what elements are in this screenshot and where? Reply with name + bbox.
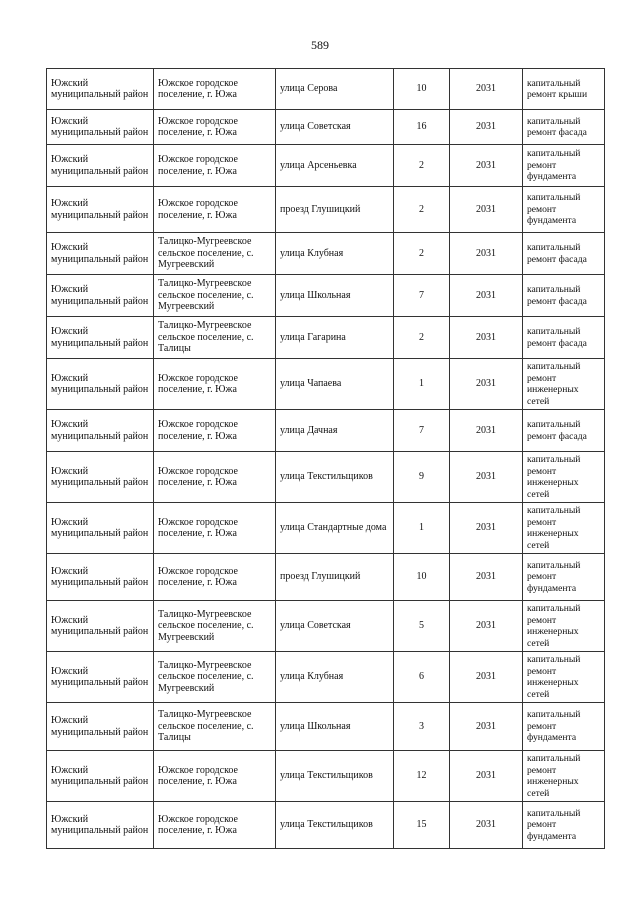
housing-repair-table xyxy=(46,68,605,849)
house-number-cell: 2 xyxy=(394,317,450,359)
table-row xyxy=(47,503,605,554)
year-cell: 2031 xyxy=(450,359,523,410)
year-cell: 2031 xyxy=(450,452,523,503)
table-row xyxy=(47,751,605,802)
year-cell: 2031 xyxy=(450,69,523,110)
year-cell: 2031 xyxy=(450,410,523,452)
street-cell: улица Школьная xyxy=(276,275,394,317)
house-number-cell: 15 xyxy=(394,802,450,849)
settlement-cell: Талицко-Мугреевское сельское поселение, с. Мугреевский xyxy=(154,652,276,703)
settlement-cell: Талицко-Мугреевское сельское поселение, с. Талицы xyxy=(154,317,276,359)
settlement-cell: Южское городское поселение, г. Южа xyxy=(154,751,276,802)
street-cell: улица Текстильщиков xyxy=(276,452,394,503)
settlement-cell: Южское городское поселение, г. Южа xyxy=(154,503,276,554)
street-cell: проезд Глушицкий xyxy=(276,554,394,601)
district-cell: Южский муниципальный район xyxy=(47,275,154,317)
street-cell: улица Советская xyxy=(276,601,394,652)
year-cell: 2031 xyxy=(450,751,523,802)
work-type-cell: капитальный ремонт фундамента xyxy=(523,703,605,751)
work-type-cell: капитальный ремонт инженерных сетей xyxy=(523,652,605,703)
house-number-cell: 5 xyxy=(394,601,450,652)
work-type-cell: капитальный ремонт фасада xyxy=(523,110,605,145)
house-number-cell: 9 xyxy=(394,452,450,503)
table-row xyxy=(47,187,605,233)
house-number-cell: 2 xyxy=(394,187,450,233)
table-row xyxy=(47,703,605,751)
work-type-cell: капитальный ремонт инженерных сетей xyxy=(523,359,605,410)
settlement-cell: Южское городское поселение, г. Южа xyxy=(154,802,276,849)
work-type-cell: капитальный ремонт фундамента xyxy=(523,554,605,601)
house-number-cell: 1 xyxy=(394,503,450,554)
street-cell: улица Текстильщиков xyxy=(276,802,394,849)
house-number-cell: 7 xyxy=(394,275,450,317)
table-row xyxy=(47,652,605,703)
district-cell: Южский муниципальный район xyxy=(47,110,154,145)
settlement-cell: Южское городское поселение, г. Южа xyxy=(154,110,276,145)
table-row xyxy=(47,110,605,145)
table-row xyxy=(47,69,605,110)
work-type-cell: капитальный ремонт инженерных сетей xyxy=(523,751,605,802)
settlement-cell: Талицко-Мугреевское сельское поселение, с. Мугреевский xyxy=(154,601,276,652)
page-number: 589 xyxy=(311,38,329,52)
street-cell: улица Текстильщиков xyxy=(276,751,394,802)
street-cell: улица Гагарина xyxy=(276,317,394,359)
work-type-cell: капитальный ремонт инженерных сетей xyxy=(523,452,605,503)
house-number-cell: 1 xyxy=(394,359,450,410)
house-number-cell: 2 xyxy=(394,233,450,275)
district-cell: Южский муниципальный район xyxy=(47,751,154,802)
work-type-cell: капитальный ремонт фасада xyxy=(523,317,605,359)
table-row xyxy=(47,554,605,601)
year-cell: 2031 xyxy=(450,317,523,359)
year-cell: 2031 xyxy=(450,187,523,233)
year-cell: 2031 xyxy=(450,110,523,145)
work-type-cell: капитальный ремонт инженерных сетей xyxy=(523,503,605,554)
work-type-cell: капитальный ремонт фасада xyxy=(523,233,605,275)
district-cell: Южский муниципальный район xyxy=(47,802,154,849)
district-cell: Южский муниципальный район xyxy=(47,452,154,503)
year-cell: 2031 xyxy=(450,652,523,703)
district-cell: Южский муниципальный район xyxy=(47,187,154,233)
table-row xyxy=(47,233,605,275)
work-type-cell: капитальный ремонт инженерных сетей xyxy=(523,601,605,652)
year-cell: 2031 xyxy=(450,703,523,751)
settlement-cell: Талицко-Мугреевское сельское поселение, с. Мугреевский xyxy=(154,233,276,275)
work-type-cell: капитальный ремонт фундамента xyxy=(523,145,605,187)
table-row xyxy=(47,275,605,317)
settlement-cell: Южское городское поселение, г. Южа xyxy=(154,554,276,601)
work-type-cell: капитальный ремонт фасада xyxy=(523,410,605,452)
district-cell: Южский муниципальный район xyxy=(47,554,154,601)
district-cell: Южский муниципальный район xyxy=(47,145,154,187)
district-cell: Южский муниципальный район xyxy=(47,410,154,452)
work-type-cell: капитальный ремонт фундамента xyxy=(523,187,605,233)
street-cell: улица Серова xyxy=(276,69,394,110)
street-cell: улица Школьная xyxy=(276,703,394,751)
table-row xyxy=(47,410,605,452)
house-number-cell: 10 xyxy=(394,554,450,601)
table-row xyxy=(47,601,605,652)
table-row xyxy=(47,145,605,187)
settlement-cell: Талицко-Мугреевское сельское поселение, с. Талицы xyxy=(154,703,276,751)
work-type-cell: капитальный ремонт фундамента xyxy=(523,802,605,849)
house-number-cell: 16 xyxy=(394,110,450,145)
house-number-cell: 7 xyxy=(394,410,450,452)
year-cell: 2031 xyxy=(450,601,523,652)
year-cell: 2031 xyxy=(450,233,523,275)
district-cell: Южский муниципальный район xyxy=(47,69,154,110)
house-number-cell: 10 xyxy=(394,69,450,110)
house-number-cell: 3 xyxy=(394,703,450,751)
district-cell: Южский муниципальный район xyxy=(47,652,154,703)
year-cell: 2031 xyxy=(450,275,523,317)
district-cell: Южский муниципальный район xyxy=(47,503,154,554)
settlement-cell: Талицко-Мугреевское сельское поселение, с. Мугреевский xyxy=(154,275,276,317)
settlement-cell: Южское городское поселение, г. Южа xyxy=(154,145,276,187)
year-cell: 2031 xyxy=(450,145,523,187)
district-cell: Южский муниципальный район xyxy=(47,601,154,652)
table-row xyxy=(47,317,605,359)
table-row xyxy=(47,802,605,849)
settlement-cell: Южское городское поселение, г. Южа xyxy=(154,187,276,233)
settlement-cell: Южское городское поселение, г. Южа xyxy=(154,359,276,410)
district-cell: Южский муниципальный район xyxy=(47,703,154,751)
street-cell: улица Арсеньевка xyxy=(276,145,394,187)
street-cell: улица Чапаева xyxy=(276,359,394,410)
table-row xyxy=(47,452,605,503)
house-number-cell: 12 xyxy=(394,751,450,802)
district-cell: Южский муниципальный район xyxy=(47,359,154,410)
district-cell: Южский муниципальный район xyxy=(47,233,154,275)
table-row xyxy=(47,359,605,410)
house-number-cell: 2 xyxy=(394,145,450,187)
work-type-cell: капитальный ремонт фасада xyxy=(523,275,605,317)
street-cell: улица Советская xyxy=(276,110,394,145)
street-cell: улица Клубная xyxy=(276,233,394,275)
settlement-cell: Южское городское поселение, г. Южа xyxy=(154,452,276,503)
work-type-cell: капитальный ремонт крыши xyxy=(523,69,605,110)
street-cell: проезд Глушицкий xyxy=(276,187,394,233)
street-cell: улица Клубная xyxy=(276,652,394,703)
district-cell: Южский муниципальный район xyxy=(47,317,154,359)
house-number-cell: 6 xyxy=(394,652,450,703)
settlement-cell: Южское городское поселение, г. Южа xyxy=(154,69,276,110)
year-cell: 2031 xyxy=(450,554,523,601)
street-cell: улица Дачная xyxy=(276,410,394,452)
street-cell: улица Стандартные дома xyxy=(276,503,394,554)
year-cell: 2031 xyxy=(450,503,523,554)
year-cell: 2031 xyxy=(450,802,523,849)
settlement-cell: Южское городское поселение, г. Южа xyxy=(154,410,276,452)
